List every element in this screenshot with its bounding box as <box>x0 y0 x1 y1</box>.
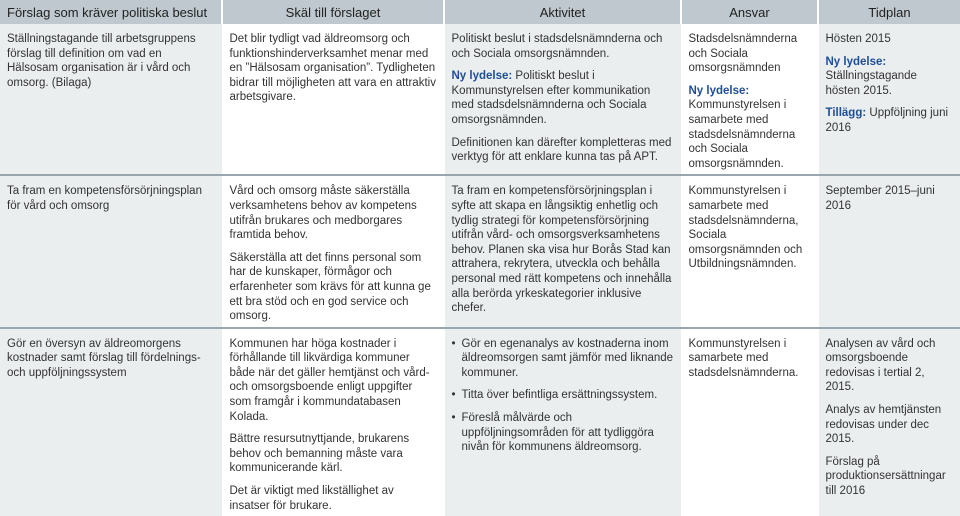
cell-tidplan <box>818 175 960 327</box>
cell-text: Definitionen kan därefter kompletteras med verktyg för att enklare kunna tas på APT. <box>451 136 672 164</box>
addition-text: Uppföljning juni 2016 <box>825 107 949 134</box>
bullet-item: • Titta över befintliga ersättningssystem. <box>452 388 674 403</box>
new-wording-label: Ny lydelse: <box>451 70 513 83</box>
cell-text: Det är viktigt med likställighet av insatser för brukare. <box>229 485 394 512</box>
new-wording-label: Ny lydelse: <box>688 84 750 97</box>
cell-text: Förslag på produktionsersättningar till 2016 <box>825 455 946 498</box>
cell-aktivitet <box>444 24 681 175</box>
table-row <box>0 328 960 516</box>
cell-text: Bättre resursutnyttjande, brukarens behov och bemanning måste vara kommunicerande kärl. <box>229 433 410 475</box>
cell-text: Säkerställa att det finns personal som har de kunskaper, förmågor och erfarenheter som krävs för att kunna ge ett bra stöd och en god service och omsorg. <box>229 251 431 323</box>
cell-text: Kommunstyrelsen i samarbete med stadsdelsnämnderna, Sociala omsorgsnämnden och Utbildningsnämnden. <box>688 185 803 271</box>
new-wording-paragraph <box>826 55 953 99</box>
cell-text: September 2015–juni 2016 <box>825 185 935 212</box>
new-wording-text: Politiskt beslut i Kommunstyrelsen efter kommunikation med stadsdelsnämnderna och Sociala omsorgsnämnden. <box>451 70 651 126</box>
header-tidplan: Tidplan <box>818 0 960 24</box>
cell-text: Vård och omsorg måste säkerställa verksamhetens behov av kompetens utifrån brukares och medborgares framtida behov. <box>229 185 417 242</box>
new-wording-text: Kommunstyrelsen i samarbete med stadsdelsnämnderna och Sociala omsorgsnämnden. <box>688 99 796 170</box>
cell-forslag <box>0 328 222 516</box>
new-wording-label: Ny lydelse: <box>825 55 887 68</box>
new-wording-paragraph <box>689 84 811 172</box>
cell-text: Hösten 2015 <box>825 33 891 45</box>
cell-forslag <box>0 175 222 327</box>
cell-forslag <box>0 24 222 175</box>
header-skal: Skäl till förslaget <box>222 0 444 24</box>
cell-text: Kommunstyrelsen i samarbete med stadsdelsnämnderna. <box>688 337 799 379</box>
header-ansvar: Ansvar <box>681 0 818 24</box>
cell-tidplan <box>818 24 960 175</box>
cell-ansvar <box>681 328 818 516</box>
cell-text: Stadsdelsnämnderna och Sociala omsorgsnämnden <box>688 33 798 75</box>
cell-text: Analysen av vård och omsorgsboende redovisas i tertial 2, 2015. <box>825 337 936 394</box>
header-row <box>0 0 960 24</box>
cell-text: Kommunen har höga kostnader i förhållande till likvärdiga kommuner både när det gäller hemtjänst och vård- och omsorgsboende enligt uppgifter som framgår i kommundatabasen Kolada. <box>229 337 430 423</box>
cell-skal <box>222 24 444 175</box>
new-wording-paragraph <box>452 69 674 127</box>
cell-ansvar <box>681 175 818 327</box>
cell-text: Det blir tydligt vad äldreomsorg och funktionshinderverksamhet menar med en ”Hälsosam organisation”. Tydligheten bidrar till möjligheten att vara en attraktiv arbetsgivare. <box>229 33 436 104</box>
cell-tidplan <box>818 328 960 516</box>
cell-text: Politiskt beslut i stadsdelsnämnderna och och Sociala omsorgsnämnden. <box>451 33 663 60</box>
addition-paragraph <box>826 106 953 135</box>
cell-aktivitet <box>444 175 681 327</box>
addition-label: Tillägg: <box>825 107 867 120</box>
cell-skal <box>222 175 444 327</box>
header-aktivitet: Aktivitet <box>444 0 681 24</box>
bullet-list <box>452 337 674 455</box>
cell-aktivitet <box>444 328 681 516</box>
header-forslag: Förslag som kräver politiska beslut <box>0 0 222 24</box>
table-row <box>0 175 960 327</box>
cell-text: Ta fram en kompetensförsörjningsplan i syfte att skapa en långsiktig enhetlig och tydlig strategi för kompetensförsörjning utifrån vård- och omsorgsverksamhetens behov. Planen ska visa hur Borås Stad kan attrahera, rekrytera, utveckla och behålla personal med rätt kompetens och innehålla alla berörda yrkeskategorier inklusive chefer. <box>451 185 672 315</box>
cell-ansvar <box>681 24 818 175</box>
new-wording-text: Ställningstagande hösten 2015. <box>825 70 917 97</box>
table-row <box>0 24 960 175</box>
bullet-item: • Föreslå målvärde och uppföljningsområden för att tydliggöra nivån för kommunens äldreomsorg. <box>452 411 674 455</box>
cell-text: Analys av hemtjänsten redovisas under dec 2015. <box>825 404 942 446</box>
cell-text: Ställningstagande till arbetsgruppens förslag till definition om vad en Hälsosam organisation är i vård och omsorg. (Bilaga) <box>7 33 196 89</box>
cell-text: Ta fram en kompetensförsörjningsplan för vård och omsorg <box>7 185 202 212</box>
cell-skal <box>222 328 444 516</box>
bullet-item: • Gör en egenanalys av kostnaderna inom äldreomsorgen samt jämför med liknande kommuner. <box>452 337 674 381</box>
cell-text: Gör en översyn av äldreomorgens kostnader samt förslag till fördelnings- och uppföljningssystem <box>7 337 201 379</box>
